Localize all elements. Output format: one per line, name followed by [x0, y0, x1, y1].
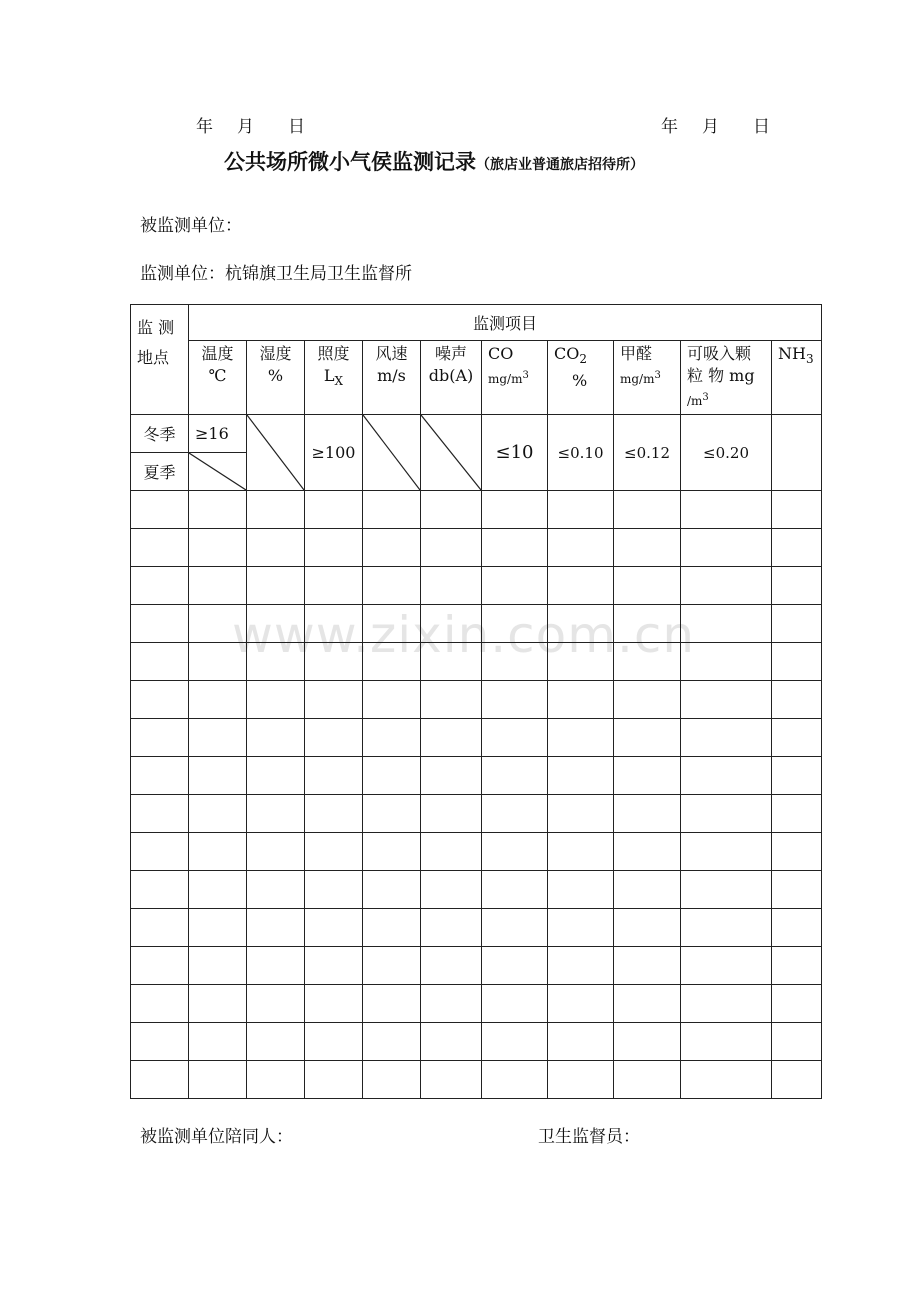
col-temperature-unit: ℃	[208, 366, 227, 385]
table-cell[interactable]	[482, 1061, 548, 1099]
table-cell[interactable]	[189, 529, 247, 567]
col-co-unit-base: mg/m	[488, 372, 523, 386]
col-formaldehyde-unit-base: mg/m	[620, 372, 655, 386]
std-co: ≤10	[482, 415, 548, 491]
table-cell[interactable]	[421, 605, 482, 643]
table-cell[interactable]	[614, 909, 681, 947]
table-cell[interactable]	[305, 947, 363, 985]
table-cell[interactable]	[548, 947, 614, 985]
table-cell[interactable]	[247, 1023, 305, 1061]
table-cell[interactable]	[189, 681, 247, 719]
table-cell[interactable]	[614, 605, 681, 643]
table-cell[interactable]	[681, 795, 772, 833]
table-row	[131, 833, 822, 871]
table-cell[interactable]	[548, 833, 614, 871]
table-cell[interactable]	[131, 681, 189, 719]
table-cell[interactable]	[305, 909, 363, 947]
table-cell[interactable]	[681, 947, 772, 985]
col-ammonia	[772, 341, 822, 415]
table-cell[interactable]	[772, 757, 822, 795]
table-cell[interactable]	[131, 529, 189, 567]
col-illuminance-unit	[311, 365, 356, 392]
table-cell[interactable]	[681, 985, 772, 1023]
table-cell[interactable]	[548, 795, 614, 833]
table-cell[interactable]	[305, 985, 363, 1023]
table-cell[interactable]	[247, 643, 305, 681]
table-cell[interactable]	[247, 985, 305, 1023]
table-cell[interactable]	[305, 719, 363, 757]
table-cell[interactable]	[189, 909, 247, 947]
col-formaldehyde-unit	[620, 365, 674, 390]
table-cell[interactable]	[131, 833, 189, 871]
table-cell[interactable]	[548, 643, 614, 681]
table-row	[131, 1023, 822, 1061]
date-right-month: 月	[702, 117, 719, 137]
table-cell[interactable]	[305, 833, 363, 871]
title-sub: （旅店业普通旅店招待所）	[476, 157, 644, 173]
table-cell[interactable]	[305, 871, 363, 909]
std-illuminance: ≥100	[305, 415, 363, 491]
table-cell[interactable]	[421, 909, 482, 947]
table-cell[interactable]	[305, 529, 363, 567]
table-cell[interactable]	[482, 757, 548, 795]
table-cell[interactable]	[614, 833, 681, 871]
col-particulates-unit-sup: 3	[702, 392, 709, 403]
table-cell[interactable]	[421, 681, 482, 719]
table-cell[interactable]	[548, 1023, 614, 1061]
table-cell[interactable]	[482, 947, 548, 985]
col-co-unit-sup: 3	[522, 370, 529, 381]
std-wind-na	[363, 415, 421, 491]
table-cell[interactable]	[772, 985, 822, 1023]
col-formaldehyde-unit-sup: 3	[654, 370, 661, 381]
table-cell[interactable]	[131, 871, 189, 909]
table-cell[interactable]	[247, 681, 305, 719]
col-noise-unit: db(A)	[428, 366, 474, 385]
table-cell[interactable]	[548, 871, 614, 909]
table-cell[interactable]	[482, 909, 548, 947]
table-cell[interactable]	[681, 567, 772, 605]
table-cell[interactable]	[131, 719, 189, 757]
col-formaldehyde	[614, 341, 681, 415]
table-cell[interactable]	[305, 1023, 363, 1061]
table-cell[interactable]	[131, 909, 189, 947]
table-cell[interactable]	[772, 833, 822, 871]
std-noise-na	[421, 415, 482, 491]
table-cell[interactable]	[189, 985, 247, 1023]
escort-label: 被监测单位陪同人：	[140, 1127, 293, 1147]
table-cell[interactable]	[548, 529, 614, 567]
table-cell[interactable]	[363, 1061, 421, 1099]
table-cell[interactable]	[548, 681, 614, 719]
std-particulates: ≤0.20	[681, 415, 772, 491]
location-header-line1: 监 测	[137, 318, 175, 337]
table-cell[interactable]	[305, 605, 363, 643]
col-humidity-unit: %	[267, 366, 284, 385]
table-cell[interactable]	[482, 681, 548, 719]
table-cell[interactable]	[482, 833, 548, 871]
table-cell[interactable]	[482, 795, 548, 833]
table-cell[interactable]	[614, 985, 681, 1023]
table-cell[interactable]	[548, 605, 614, 643]
table-cell[interactable]	[772, 719, 822, 757]
table-cell[interactable]	[247, 529, 305, 567]
std-ammonia-empty	[772, 415, 822, 491]
table-cell[interactable]	[482, 719, 548, 757]
table-cell[interactable]	[247, 871, 305, 909]
table-row	[131, 757, 822, 795]
table-cell[interactable]	[247, 605, 305, 643]
inspector-label: 卫生监督员：	[538, 1127, 640, 1147]
table-cell[interactable]	[363, 947, 421, 985]
table-cell[interactable]	[421, 567, 482, 605]
table-cell[interactable]	[363, 491, 421, 529]
table-cell[interactable]	[189, 871, 247, 909]
col-illuminance	[305, 341, 363, 415]
table-cell[interactable]	[772, 643, 822, 681]
table-cell[interactable]	[772, 1023, 822, 1061]
monitoring-table	[130, 304, 822, 1099]
col-wind-speed-name: 风速	[375, 344, 408, 363]
table-row	[131, 643, 822, 681]
table-cell[interactable]	[772, 567, 822, 605]
table-cell[interactable]	[247, 909, 305, 947]
table-cell[interactable]	[614, 681, 681, 719]
date-left	[196, 112, 305, 137]
table-cell[interactable]	[305, 567, 363, 605]
table-row	[131, 871, 822, 909]
std-humidity-na	[247, 415, 305, 491]
table-cell[interactable]	[681, 529, 772, 567]
col-co	[482, 341, 548, 415]
table-cell[interactable]	[247, 833, 305, 871]
table-cell[interactable]	[614, 719, 681, 757]
col-wind-speed	[363, 341, 421, 415]
table-cell[interactable]	[681, 909, 772, 947]
table-cell[interactable]	[247, 567, 305, 605]
table-cell[interactable]	[421, 985, 482, 1023]
date-left-day: 日	[288, 117, 305, 137]
table-cell[interactable]	[247, 947, 305, 985]
table-cell[interactable]	[305, 643, 363, 681]
col-co2-name-sub: 2	[579, 352, 587, 367]
col-co-unit	[488, 365, 541, 390]
table-row	[131, 795, 822, 833]
table-cell[interactable]	[614, 529, 681, 567]
table-cell[interactable]	[772, 681, 822, 719]
table-cell[interactable]	[131, 643, 189, 681]
table-cell[interactable]	[421, 529, 482, 567]
page-title	[224, 146, 644, 176]
diagonal-line-icon	[247, 415, 304, 490]
table-cell[interactable]	[681, 605, 772, 643]
col-temperature	[189, 341, 247, 415]
col-ammonia-name-sub: 3	[805, 352, 814, 367]
table-cell[interactable]	[421, 795, 482, 833]
table-row	[131, 567, 822, 605]
date-right-day: 日	[753, 117, 770, 137]
table-cell[interactable]	[614, 491, 681, 529]
table-cell[interactable]	[189, 719, 247, 757]
table-cell[interactable]	[772, 605, 822, 643]
table-cell[interactable]	[363, 719, 421, 757]
table-row	[131, 605, 822, 643]
table-cell[interactable]	[482, 643, 548, 681]
table-cell[interactable]	[681, 1061, 772, 1099]
table-cell[interactable]	[131, 1061, 189, 1099]
table-cell[interactable]	[681, 681, 772, 719]
col-humidity	[247, 341, 305, 415]
table-cell[interactable]	[189, 567, 247, 605]
table-cell[interactable]	[131, 567, 189, 605]
col-particulates	[681, 341, 772, 415]
table-cell[interactable]	[482, 1023, 548, 1061]
monitoring-unit-label: 监测单位：杭锦旗卫生局卫生监督所	[140, 264, 412, 284]
table-cell[interactable]	[681, 871, 772, 909]
col-co2	[548, 341, 614, 415]
col-particulates-unit-line3	[687, 387, 765, 412]
table-cell[interactable]	[421, 833, 482, 871]
table-cell[interactable]	[614, 567, 681, 605]
col-co2-unit: %	[572, 371, 588, 391]
table-cell[interactable]	[482, 985, 548, 1023]
table-cell[interactable]	[421, 1023, 482, 1061]
table-cell[interactable]	[614, 1023, 681, 1061]
table-cell[interactable]	[548, 1061, 614, 1099]
col-wind-speed-unit: m/s	[377, 366, 406, 385]
table-cell[interactable]	[363, 681, 421, 719]
table-cell[interactable]	[247, 795, 305, 833]
table-cell[interactable]	[131, 985, 189, 1023]
table-row	[131, 491, 822, 529]
table-cell[interactable]	[131, 491, 189, 529]
table-row	[131, 1061, 822, 1099]
table-row	[131, 985, 822, 1023]
table-cell[interactable]	[482, 567, 548, 605]
col-co2-name-base: CO	[554, 344, 580, 363]
diagonal-line-icon	[363, 415, 420, 490]
std-temperature-summer-na	[189, 453, 247, 491]
table-cell[interactable]	[363, 529, 421, 567]
std-formaldehyde: ≤0.12	[614, 415, 681, 491]
table-cell[interactable]	[247, 719, 305, 757]
col-ammonia-name	[778, 343, 815, 370]
table-cell[interactable]	[548, 985, 614, 1023]
table-cell[interactable]	[548, 757, 614, 795]
table-cell[interactable]	[421, 871, 482, 909]
table-cell[interactable]	[482, 605, 548, 643]
std-temperature-winter: ≥16	[189, 415, 247, 453]
table-cell[interactable]	[681, 757, 772, 795]
table-cell[interactable]	[305, 757, 363, 795]
col-co-name: CO	[488, 344, 514, 363]
table-cell[interactable]	[772, 529, 822, 567]
date-left-month: 月	[237, 117, 254, 137]
table-cell[interactable]	[548, 909, 614, 947]
table-cell[interactable]	[131, 795, 189, 833]
table-cell[interactable]	[305, 1061, 363, 1099]
table-cell[interactable]	[772, 491, 822, 529]
table-cell[interactable]	[131, 605, 189, 643]
col-ammonia-name-base: NH	[778, 344, 806, 363]
table-cell[interactable]	[548, 567, 614, 605]
title-main: 公共场所微小气侯监测记录	[224, 149, 476, 174]
standard-row-winter	[131, 415, 822, 453]
table-cell[interactable]	[548, 491, 614, 529]
table-cell[interactable]	[189, 605, 247, 643]
table-cell[interactable]	[421, 719, 482, 757]
col-particulates-name: 可吸入颗	[687, 344, 752, 363]
table-header-row	[131, 305, 822, 341]
table-cell[interactable]	[421, 491, 482, 529]
items-header: 监测项目	[189, 305, 822, 341]
diagonal-line-icon	[421, 415, 481, 490]
watermark: www.zixin.com.cn	[232, 606, 696, 664]
location-header-line2: 地点	[137, 348, 170, 367]
col-co2-name	[554, 343, 607, 370]
col-noise-name: 噪声	[434, 344, 467, 363]
table-cell[interactable]	[614, 1061, 681, 1099]
table-cell[interactable]	[681, 1023, 772, 1061]
table-cell[interactable]	[305, 795, 363, 833]
table-row	[131, 909, 822, 947]
season-winter: 冬季	[131, 415, 189, 453]
table-cell[interactable]	[189, 833, 247, 871]
table-cell[interactable]	[772, 1061, 822, 1099]
table-cell[interactable]	[772, 947, 822, 985]
table-cell[interactable]	[189, 757, 247, 795]
table-cell[interactable]	[421, 947, 482, 985]
table-cell[interactable]	[772, 909, 822, 947]
table-cell[interactable]	[247, 1061, 305, 1099]
table-cell[interactable]	[614, 871, 681, 909]
table-cell[interactable]	[247, 757, 305, 795]
col-particulates-unit: 粒 物 mg	[687, 366, 755, 385]
monitored-unit-label: 被监测单位：	[140, 216, 242, 236]
table-cell[interactable]	[305, 491, 363, 529]
table-cell[interactable]	[363, 757, 421, 795]
table-cell[interactable]	[363, 605, 421, 643]
table-cell[interactable]	[363, 643, 421, 681]
table-row	[131, 719, 822, 757]
table-cell[interactable]	[189, 1061, 247, 1099]
table-cell[interactable]	[363, 795, 421, 833]
col-illuminance-name: 照度	[317, 344, 350, 363]
col-illuminance-unit-sub: X	[334, 374, 344, 389]
date-right	[661, 112, 770, 137]
table-cell[interactable]	[363, 985, 421, 1023]
date-right-year: 年	[661, 117, 678, 137]
col-illuminance-unit-base: L	[323, 366, 335, 385]
table-cell[interactable]	[189, 1023, 247, 1061]
table-cell[interactable]	[421, 643, 482, 681]
table-cell[interactable]	[482, 871, 548, 909]
table-cell[interactable]	[363, 833, 421, 871]
table-cell[interactable]	[614, 795, 681, 833]
season-summer: 夏季	[131, 453, 189, 491]
table-cell[interactable]	[482, 529, 548, 567]
table-cell[interactable]	[421, 757, 482, 795]
std-co2: ≤0.10	[548, 415, 614, 491]
table-cell[interactable]	[189, 795, 247, 833]
table-cell[interactable]	[131, 757, 189, 795]
table-cell[interactable]	[189, 947, 247, 985]
table-cell[interactable]	[189, 491, 247, 529]
col-formaldehyde-name: 甲醛	[620, 344, 653, 363]
table-cell[interactable]	[363, 567, 421, 605]
table-cell[interactable]	[614, 757, 681, 795]
table-cell[interactable]	[482, 491, 548, 529]
table-cell[interactable]	[772, 871, 822, 909]
table-cell[interactable]	[305, 681, 363, 719]
table-cell[interactable]	[421, 1061, 482, 1099]
table-cell[interactable]	[681, 491, 772, 529]
table-cell[interactable]	[131, 1023, 189, 1061]
table-row	[131, 947, 822, 985]
table-cell[interactable]	[681, 833, 772, 871]
table-subheader-row	[131, 341, 822, 415]
table-cell[interactable]	[189, 643, 247, 681]
table-row	[131, 681, 822, 719]
col-humidity-name: 湿度	[259, 344, 292, 363]
date-left-year: 年	[196, 117, 213, 137]
table-cell[interactable]	[772, 795, 822, 833]
diagonal-line-icon	[189, 453, 246, 490]
location-header	[131, 305, 189, 415]
col-noise	[421, 341, 482, 415]
col-particulates-unit-base: /m	[687, 394, 703, 408]
table-cell[interactable]	[131, 947, 189, 985]
col-temperature-name: 温度	[201, 344, 234, 363]
table-cell[interactable]	[681, 719, 772, 757]
table-cell[interactable]	[681, 643, 772, 681]
table-cell[interactable]	[363, 871, 421, 909]
table-cell[interactable]	[548, 719, 614, 757]
table-row	[131, 529, 822, 567]
table-cell[interactable]	[363, 1023, 421, 1061]
table-cell[interactable]	[614, 643, 681, 681]
table-cell[interactable]	[363, 909, 421, 947]
table-cell[interactable]	[614, 947, 681, 985]
table-cell[interactable]	[247, 491, 305, 529]
